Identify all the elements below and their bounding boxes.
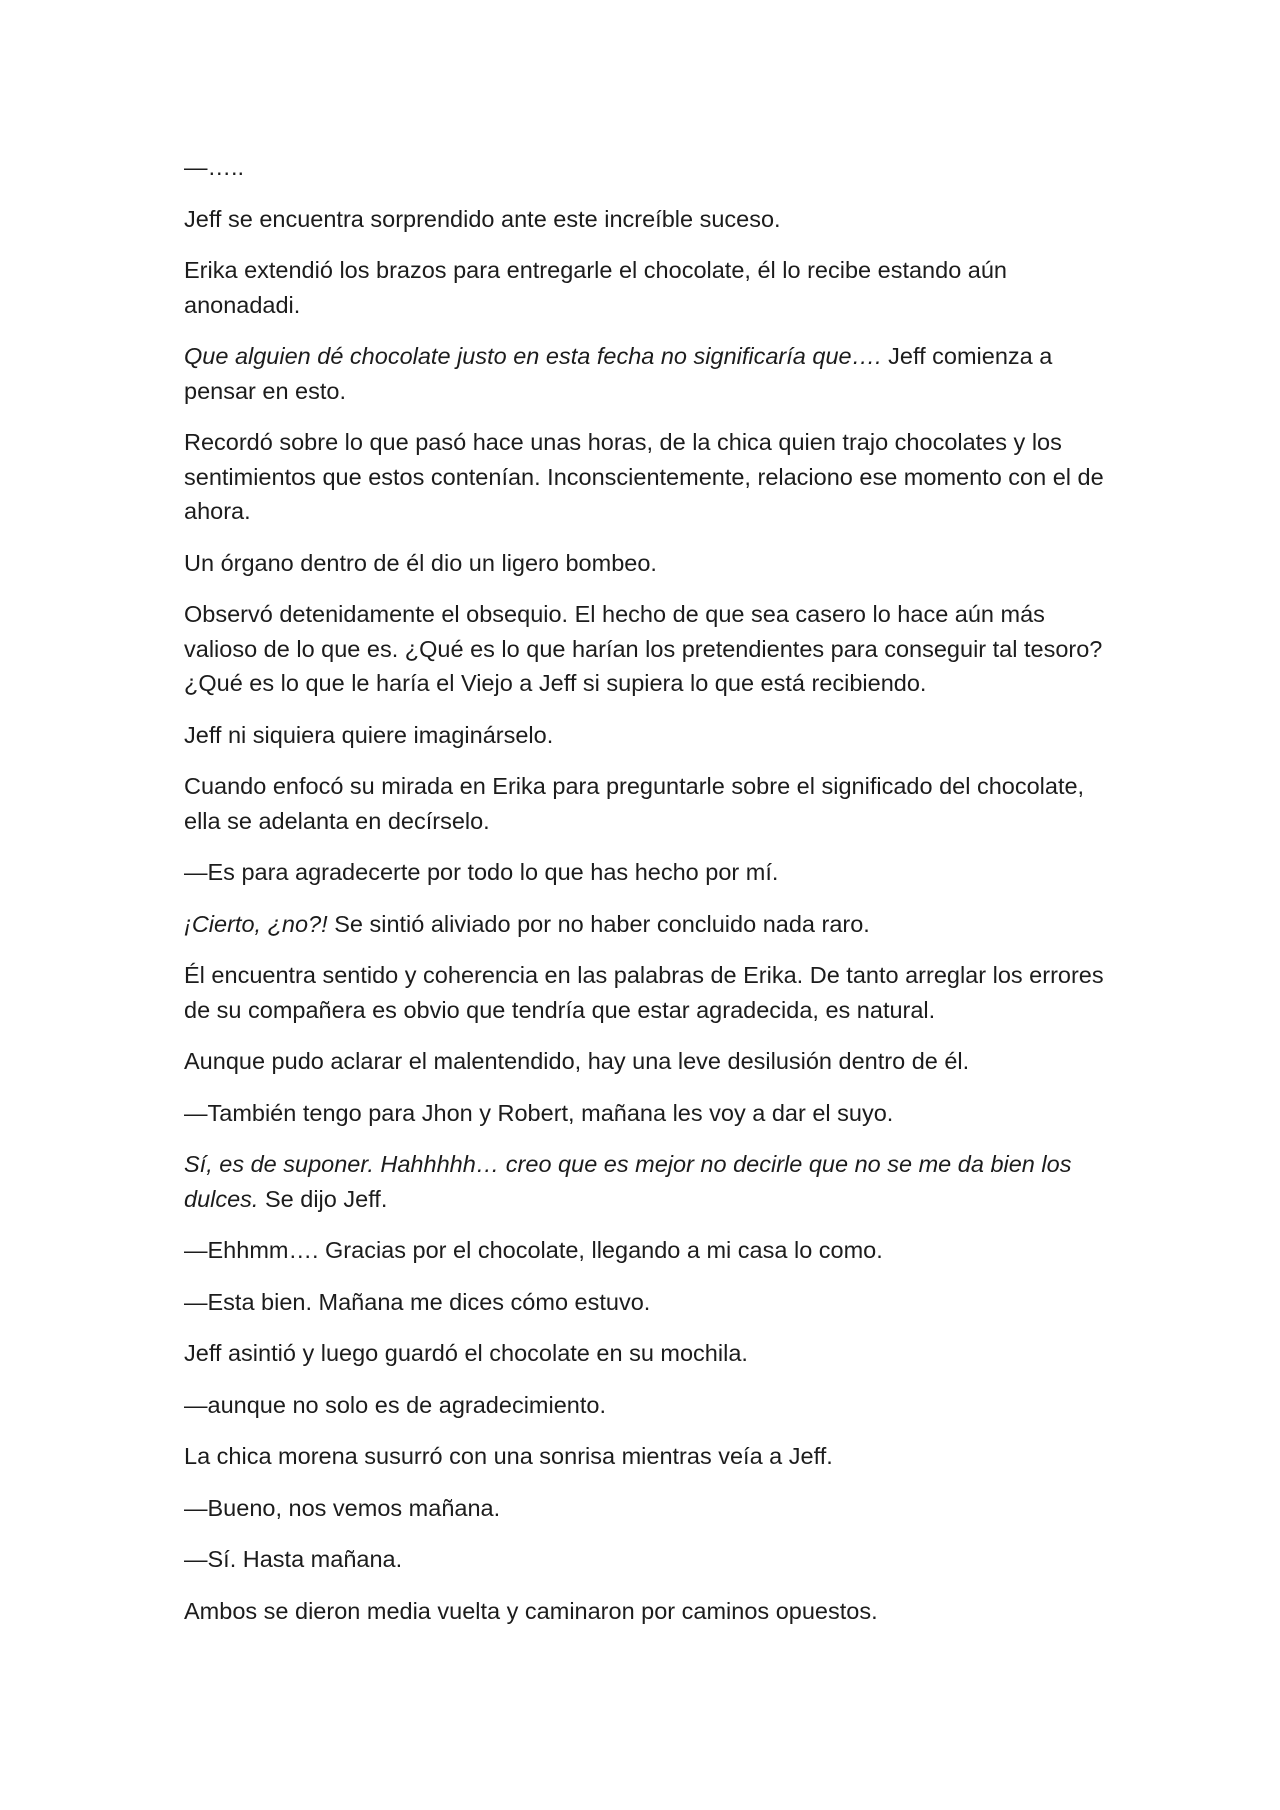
paragraph (184, 1491, 1114, 1526)
paragraph (184, 339, 1114, 408)
paragraph (184, 1594, 1114, 1629)
paragraph (184, 769, 1114, 838)
paragraph (184, 546, 1114, 581)
paragraph (184, 718, 1114, 753)
paragraph (184, 1439, 1114, 1474)
paragraph (184, 1285, 1114, 1320)
text-segment: Ambos se dieron media vuelta y caminaron por caminos opuestos. (184, 1597, 878, 1624)
paragraph (184, 1044, 1114, 1079)
italic-text: Sí, es de suponer. Hahhhhh… creo que es mejor no decirle que no se me da bien los dulces. (184, 1151, 1072, 1212)
paragraph (184, 855, 1114, 890)
text-segment: Recordó sobre lo que pasó hace unas horas, de la chica quien trajo chocolates y los sentimientos que estos contenían. Inconscientemente, relaciono ese momento con el de ahora. (184, 429, 1104, 524)
text-segment: La chica morena susurró con una sonrisa mientras veía a Jeff. (184, 1443, 833, 1469)
text-segment: —Es para agradecerte por todo lo que has hecho por mí. (184, 859, 779, 885)
document-page (184, 150, 1114, 1645)
text-segment: —También tengo para Jhon y Robert, mañana les voy a dar el suyo. (184, 1099, 894, 1126)
text-segment: —Bueno, nos vemos mañana. (184, 1494, 501, 1521)
text-segment: Jeff se encuentra sorprendido ante este increíble suceso. (184, 205, 781, 232)
italic-text: ¡Cierto, ¿no?! (184, 910, 328, 937)
paragraph (184, 150, 1114, 185)
text-segment: Jeff comienza a pensar en esto. (184, 343, 1053, 404)
paragraph (184, 425, 1114, 529)
text-segment: Se dijo Jeff. (258, 1185, 388, 1212)
paragraph (184, 907, 1114, 942)
text-segment: Observó detenidamente el obsequio. El hecho de que sea casero lo hace aún más valioso de lo que es. ¿Qué es lo que harían los pretendientes para conseguir tal tesoro? ¿Qué es lo que le haría el Viejo a Jeff si supiera lo que está recibiendo. (184, 601, 1103, 696)
paragraph (184, 1096, 1114, 1131)
paragraph (184, 597, 1114, 701)
text-segment: —….. (184, 154, 245, 180)
paragraph (184, 253, 1114, 322)
paragraph (184, 1336, 1114, 1371)
paragraph (184, 202, 1114, 237)
text-segment: Un órgano dentro de él dio un ligero bombeo. (184, 549, 657, 576)
italic-text: Que alguien dé chocolate justo en esta fecha no significaría que…. (184, 343, 882, 369)
text-segment: Jeff asintió y luego guardó el chocolate en su mochila. (184, 1340, 748, 1366)
paragraph (184, 1147, 1114, 1216)
text-segment: —Esta bien. Mañana me dices cómo estuvo. (184, 1288, 651, 1315)
paragraph (184, 1388, 1114, 1423)
text-segment: Aunque pudo aclarar el malentendido, hay una leve desilusión dentro de él. (184, 1048, 970, 1074)
text-segment: —aunque no solo es de agradecimiento. (184, 1391, 606, 1418)
text-segment: Se sintió aliviado por no haber concluido nada raro. (327, 910, 870, 937)
text-segment: Jeff ni siquiera quiere imaginárselo. (184, 721, 554, 748)
text-segment: —Ehhmm…. Gracias por el chocolate, llegando a mi casa lo como. (184, 1237, 883, 1263)
text-segment: —Sí. Hasta mañana. (184, 1546, 403, 1572)
text-segment: Él encuentra sentido y coherencia en las palabras de Erika. De tanto arreglar los errores de su compañera es obvio que tendría que estar agradecida, es natural. (184, 962, 1104, 1023)
paragraph (184, 1233, 1114, 1268)
paragraph (184, 958, 1114, 1027)
text-segment: Cuando enfocó su mirada en Erika para preguntarle sobre el significado del chocolate, ella se adelanta en decírselo. (184, 773, 1085, 834)
text-segment: Erika extendió los brazos para entregarle el chocolate, él lo recibe estando aún anonadadi. (184, 257, 1008, 318)
paragraph (184, 1542, 1114, 1577)
